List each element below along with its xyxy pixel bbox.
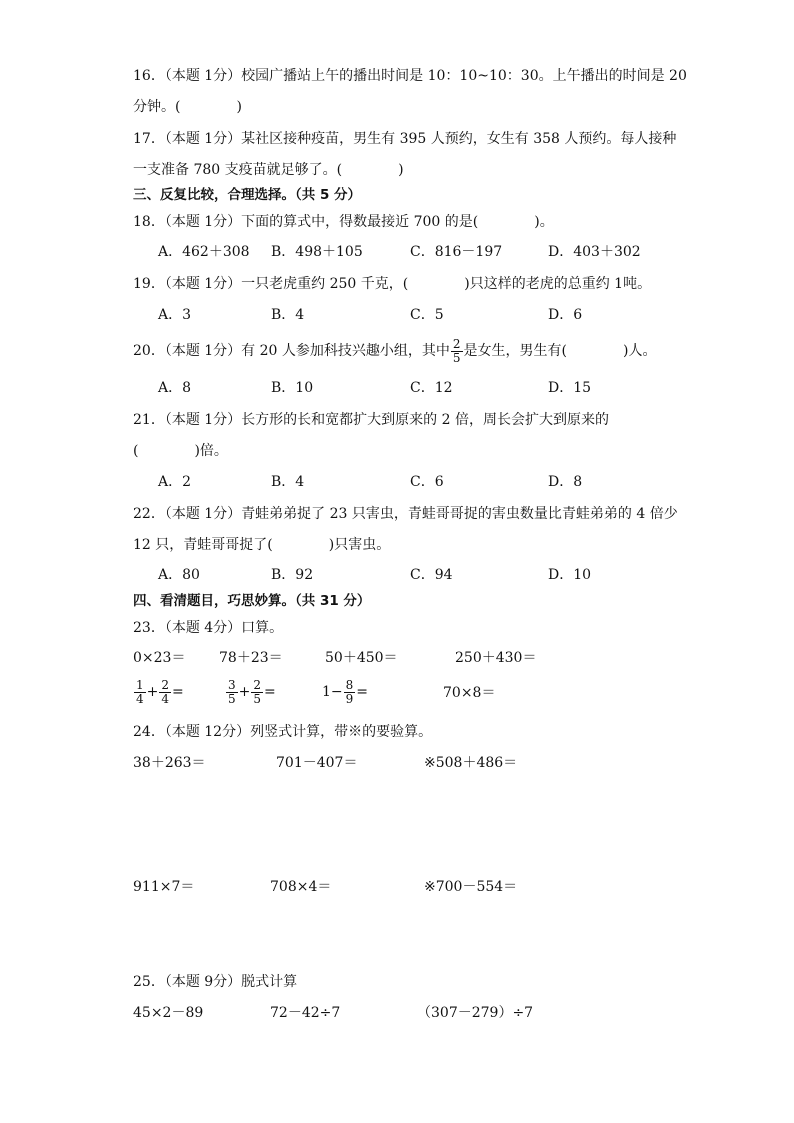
q23-f2-a-num: 3 [228,677,236,692]
q20-option-b[interactable]: B．10 [271,380,314,396]
q23-fraction-item-1 [133,676,184,708]
q22-option-a[interactable]: A．80 [158,567,200,583]
q21-option-d[interactable]: D．8 [548,474,583,490]
q23-f3-num: 8 [345,677,354,692]
q23-f2-a-den: 5 [228,691,236,706]
q19-option-c[interactable]: C．5 [410,307,444,323]
q22-line1: 22．（本题 1分）青蛙弟弟捉了 23 只害虫，青蛙哥哥捉的害虫数量比青蛙弟弟的 4 倍少 [133,506,678,522]
q18-stem: 18．（本题 1分）下面的算式中，得数最接近 700 的是( )。 [133,214,554,230]
q24-item-4: 911×7＝ [133,879,195,895]
q23-item-1: 0×23＝ [133,650,186,666]
section-4-heading: 四、看清题目，巧思妙算。（共 31 分） [133,593,371,609]
q23-f1-op: + [146,684,159,700]
q19-option-b[interactable]: B．4 [271,307,305,323]
q23-item-4: 250＋430＝ [455,650,537,666]
q23-f1-b-num: 2 [161,677,170,692]
q16-line2: 分钟。( ) [133,99,242,115]
q20-stem [133,334,656,368]
q24-item-6: ※700－554＝ [424,879,518,895]
q20-fraction-numerator: 2 [452,336,461,351]
q25-stem: 25．（本题 9分）脱式计算 [133,974,298,990]
q23-fraction-item-2 [225,676,276,708]
q21-line2: ( )倍。 [133,443,228,459]
q17-line1: 17．（本题 1分）某社区接种疫苗，男生有 395 人预约，女生有 358 人预约。每人接种 [133,131,677,147]
q20-fraction-denominator: 5 [452,350,461,365]
q24-stem: 24．（本题 12分）列竖式计算，带※的要验算。 [133,724,433,740]
q22-option-c[interactable]: C．94 [410,567,453,583]
q24-item-2: 701－407＝ [276,755,358,771]
q23-f2-eq: = [264,684,276,700]
q23-f1-b-den: 4 [161,691,170,706]
q19-option-a[interactable]: A．3 [158,307,192,323]
q16-line1: 16．（本题 1分）校园广播站上午的播出时间是 10：10~10：30。上午播出的时间是 20 [133,68,687,84]
q20-option-a[interactable]: A．8 [158,380,192,396]
q21-option-a[interactable]: A．2 [158,474,192,490]
q18-option-c[interactable]: C．816－197 [410,244,503,260]
q23-f1-a-den: 4 [136,691,144,706]
q25-item-2: 72－42÷7 [270,1005,341,1021]
q18-option-d[interactable]: D．403＋302 [548,244,641,260]
q22-option-b[interactable]: B．92 [271,567,314,583]
q23-fraction-item-3 [322,676,368,708]
q23-f2-op: + [238,684,251,700]
q24-item-3: ※508＋486＝ [424,755,518,771]
q22-line2: 12 只，青蛙哥哥捉了( )只害虫。 [133,537,391,553]
q20-option-c[interactable]: C．12 [410,380,453,396]
q20-stem-before: 20．（本题 1分）有 20 人参加科技兴趣小组，其中 [133,343,450,359]
q25-item-3: （307－279）÷7 [417,1005,534,1021]
q21-option-b[interactable]: B．4 [271,474,305,490]
q24-item-5: 708×4＝ [270,879,332,895]
q23-f3-pre: 1− [322,684,343,700]
q22-option-d[interactable]: D．10 [548,567,592,583]
q23-f2-b-den: 5 [253,691,262,706]
q18-option-b[interactable]: B．498＋105 [271,244,363,260]
q23-item-2: 78＋23＝ [219,650,283,666]
q18-option-a[interactable]: A．462＋308 [158,244,250,260]
q23-stem: 23．（本题 4分）口算。 [133,620,284,636]
section-3-heading: 三、反复比较，合理选择。（共 5 分） [133,187,362,203]
q20-fraction [451,338,463,365]
q23-f2-b-num: 2 [253,677,262,692]
q25-item-1: 45×2－89 [133,1005,204,1021]
q19-stem: 19．（本题 1分）一只老虎重约 250 千克，( )只这样的老虎的总重约 1吨。 [133,276,652,292]
q23-f3-eq: = [356,684,369,700]
q17-line2: 一支准备 780 支疫苗就足够了。( ) [133,162,404,178]
q19-option-d[interactable]: D．6 [548,307,583,323]
q23-f1-eq: = [172,684,184,700]
q23-f3-den: 9 [345,691,354,706]
q23-f1-a-num: 1 [136,677,144,692]
q24-item-1: 38＋263＝ [133,755,206,771]
q20-stem-after: 是女生，男生有( )人。 [463,343,657,359]
q20-option-d[interactable]: D．15 [548,380,592,396]
q21-line1: 21．（本题 1分）长方形的长和宽都扩大到原来的 2 倍，周长会扩大到原来的 [133,412,609,428]
q23-item-3: 50＋450＝ [325,650,398,666]
q23-item-8: 70×8＝ [443,685,496,701]
q21-option-c[interactable]: C．6 [410,474,444,490]
